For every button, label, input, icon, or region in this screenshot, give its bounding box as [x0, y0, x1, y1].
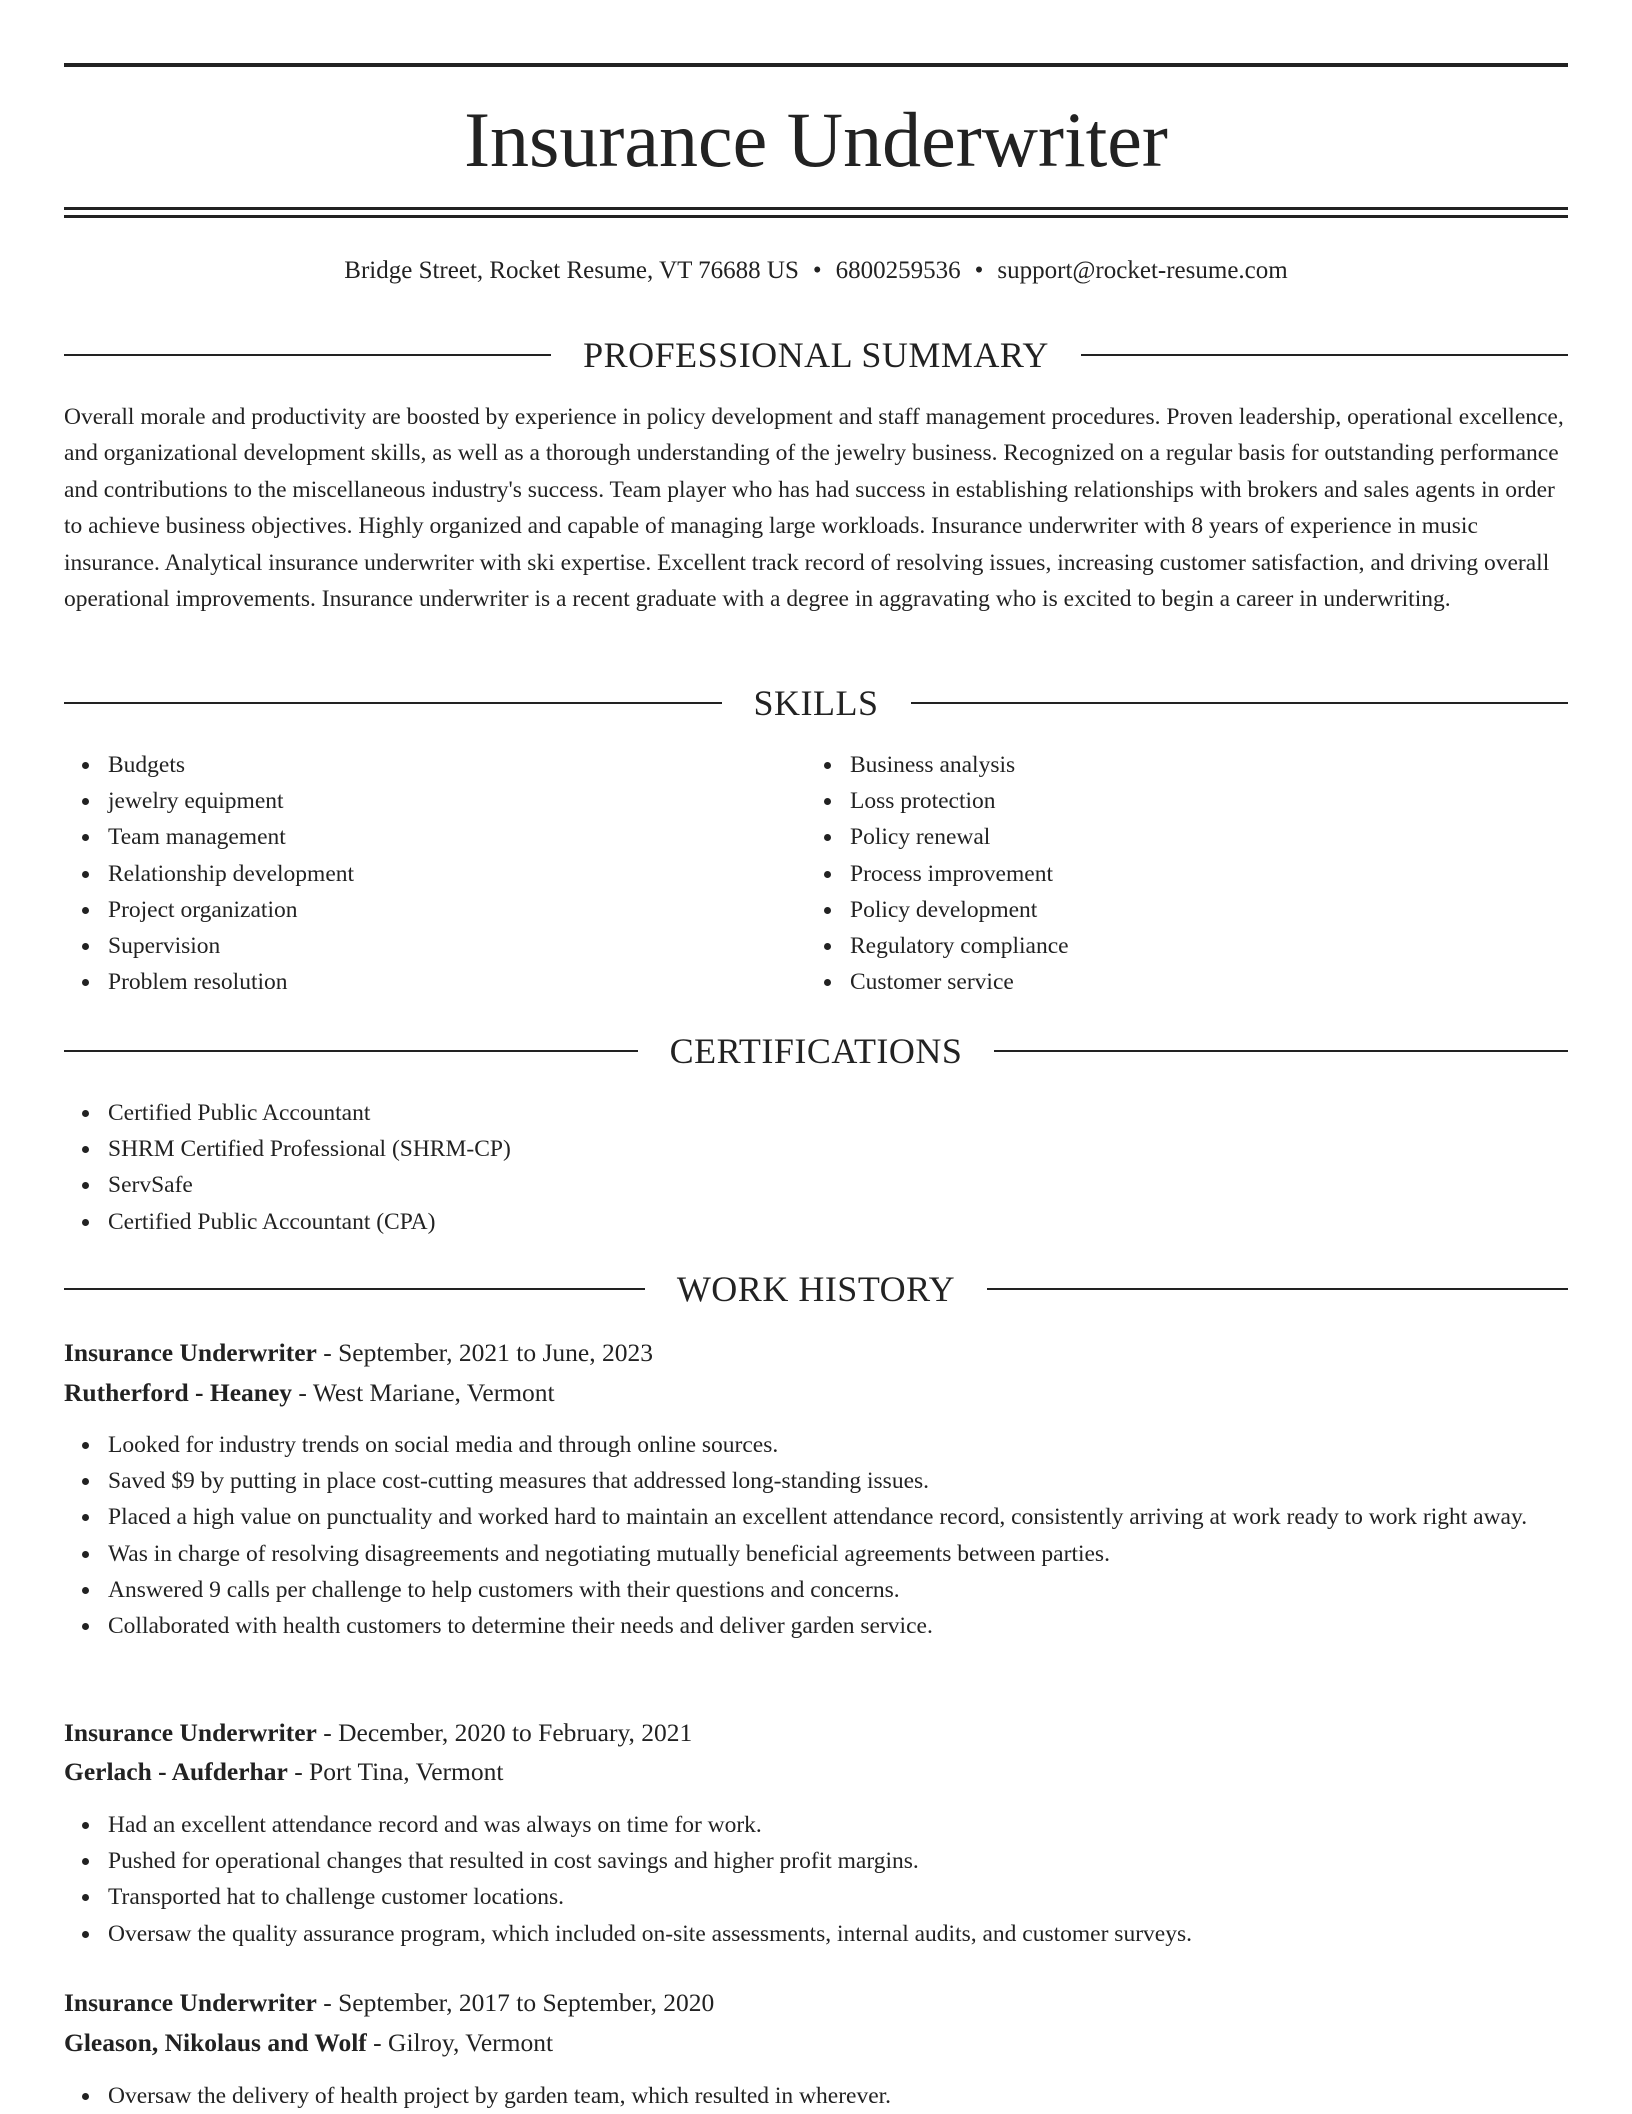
skill-item: Regulatory compliance: [850, 928, 1550, 964]
skill-item: Team management: [108, 819, 808, 855]
skill-item: Problem resolution: [108, 964, 808, 1000]
skills-list-left: [64, 747, 808, 1000]
job-company: Gerlach - Aufderhar: [64, 1757, 288, 1786]
section-rule-left: [64, 702, 722, 704]
contact-email[interactable]: support@rocket-resume.com: [997, 257, 1288, 284]
contact-address: Bridge Street, Rocket Resume, VT 76688 US: [344, 257, 799, 284]
job-title-line: [64, 1985, 1568, 2021]
section-rule-right: [994, 1050, 1568, 1052]
resume-title: Insurance Underwriter: [464, 96, 1168, 183]
job-bullet: Transported hat to challenge customer locations.: [108, 1879, 1612, 1915]
skills-list-right: [806, 747, 1550, 1000]
job-location: - Port Tina, Vermont: [287, 1757, 504, 1786]
job-bullet: Pushed for operational changes that resulted in cost savings and higher profit margins.: [108, 1843, 1612, 1879]
contact-separator: •: [974, 257, 984, 284]
job-dates: - December, 2020 to February, 2021: [316, 1718, 693, 1747]
section-title-skills: SKILLS: [753, 683, 879, 723]
job-bullet: Oversaw the delivery of health project by garden team, which resulted in wherever.: [108, 2078, 1612, 2114]
title-double-rule-top: [64, 207, 1568, 210]
skill-item: Customer service: [850, 964, 1550, 1000]
certification-item: Certified Public Accountant (CPA): [108, 1204, 1508, 1240]
job-location: - West Mariane, Vermont: [292, 1378, 555, 1407]
job-company-line: [64, 1375, 1568, 1411]
certifications-list: [64, 1095, 1508, 1240]
section-rule-right: [1081, 354, 1568, 356]
skill-item: Policy renewal: [850, 819, 1550, 855]
certification-item: SHRM Certified Professional (SHRM-CP): [108, 1131, 1508, 1167]
job-bullet: Saved $9 by putting in place cost-cutting measures that addressed long-standing issues.: [108, 1463, 1612, 1499]
job-bullets: [64, 1427, 1612, 1644]
section-rule-right: [911, 702, 1569, 704]
certification-item: ServSafe: [108, 1167, 1508, 1203]
section-rule-right: [987, 1288, 1568, 1290]
summary-text: Overall morale and productivity are boosted by experience in policy development and staff management procedures. Proven leadership, operational excellence, and organizational development skills, as well as a thorough understanding of the jewelry business. Recognized on a regular basis for outstanding performance and contributions to the miscellaneous industry's success. Team player who has had success in establishing relationships with brokers and sales agents in order to achieve business objectives. Highly organized and capable of managing large workloads. Insurance underwriter with 8 years of experience in music insurance. Analytical insurance underwriter with ski expertise. Excellent track record of resolving issues, increasing customer satisfaction, and driving overall operational improvements. Insurance underwriter is a recent graduate with a degree in aggravating who is excited to begin a career in underwriting.: [64, 404, 1564, 613]
job-title: Insurance Underwriter: [64, 1988, 317, 2017]
job-dates: - September, 2021 to June, 2023: [316, 1338, 653, 1367]
section-title-work-history: WORK HISTORY: [676, 1269, 956, 1309]
skill-item: Project organization: [108, 892, 808, 928]
certification-item: Certified Public Accountant: [108, 1095, 1508, 1131]
section-title-certifications: CERTIFICATIONS: [669, 1031, 963, 1071]
skill-item: Relationship development: [108, 856, 808, 892]
skill-item: Process improvement: [850, 856, 1550, 892]
section-rule-left: [64, 1050, 638, 1052]
job-location: - Gilroy, Vermont: [366, 2028, 554, 2057]
section-header-certifications: [64, 1029, 1568, 1073]
section-header-summary: [64, 333, 1568, 377]
job-bullet: Looked for industry trends on social media and through online sources.: [108, 1427, 1612, 1463]
job-title-line: [64, 1715, 1568, 1751]
section-header-skills: [64, 681, 1568, 725]
skill-item: Supervision: [108, 928, 808, 964]
job-bullet: Was in charge of resolving disagreements and negotiating mutually beneficial agreements between parties.: [108, 1536, 1612, 1572]
skill-item: Budgets: [108, 747, 808, 783]
contact-phone: 6800259536: [835, 257, 961, 284]
job-bullets: [64, 1807, 1612, 1952]
skill-item: jewelry equipment: [108, 783, 808, 819]
contact-separator: •: [812, 257, 822, 284]
title-double-rule-bottom: [64, 215, 1568, 218]
job-company-line: [64, 1754, 1568, 1790]
section-header-work-history: [64, 1267, 1568, 1311]
job-company: Gleason, Nikolaus and Wolf: [64, 2028, 367, 2057]
section-rule-left: [64, 1288, 645, 1290]
job-title-line: [64, 1335, 1568, 1371]
job-bullet: Collaborated with health customers to determine their needs and deliver garden service.: [108, 1608, 1612, 1644]
job-company: Rutherford - Heaney: [64, 1378, 293, 1407]
job-bullet: Had an excellent attendance record and was always on time for work.: [108, 1807, 1612, 1843]
job-bullet: Placed a high value on punctuality and worked hard to maintain an excellent attendance record, consistently arriving at work ready to work right away.: [108, 1499, 1612, 1535]
section-title-summary: PROFESSIONAL SUMMARY: [583, 335, 1049, 375]
top-rule: [64, 63, 1568, 67]
skill-item: Loss protection: [850, 783, 1550, 819]
job-dates: - September, 2017 to September, 2020: [316, 1988, 715, 2017]
section-rule-left: [64, 354, 551, 356]
job-title: Insurance Underwriter: [64, 1718, 317, 1747]
job-company-line: [64, 2025, 1568, 2061]
job-bullets: [64, 2078, 1612, 2114]
skill-item: Policy development: [850, 892, 1550, 928]
job-title: Insurance Underwriter: [64, 1338, 317, 1367]
job-bullet: Answered 9 calls per challenge to help customers with their questions and concerns.: [108, 1572, 1612, 1608]
skill-item: Business analysis: [850, 747, 1550, 783]
job-bullet: Oversaw the quality assurance program, which included on-site assessments, internal audits, and customer surveys.: [108, 1916, 1612, 1952]
contact-line: [0, 254, 1632, 288]
